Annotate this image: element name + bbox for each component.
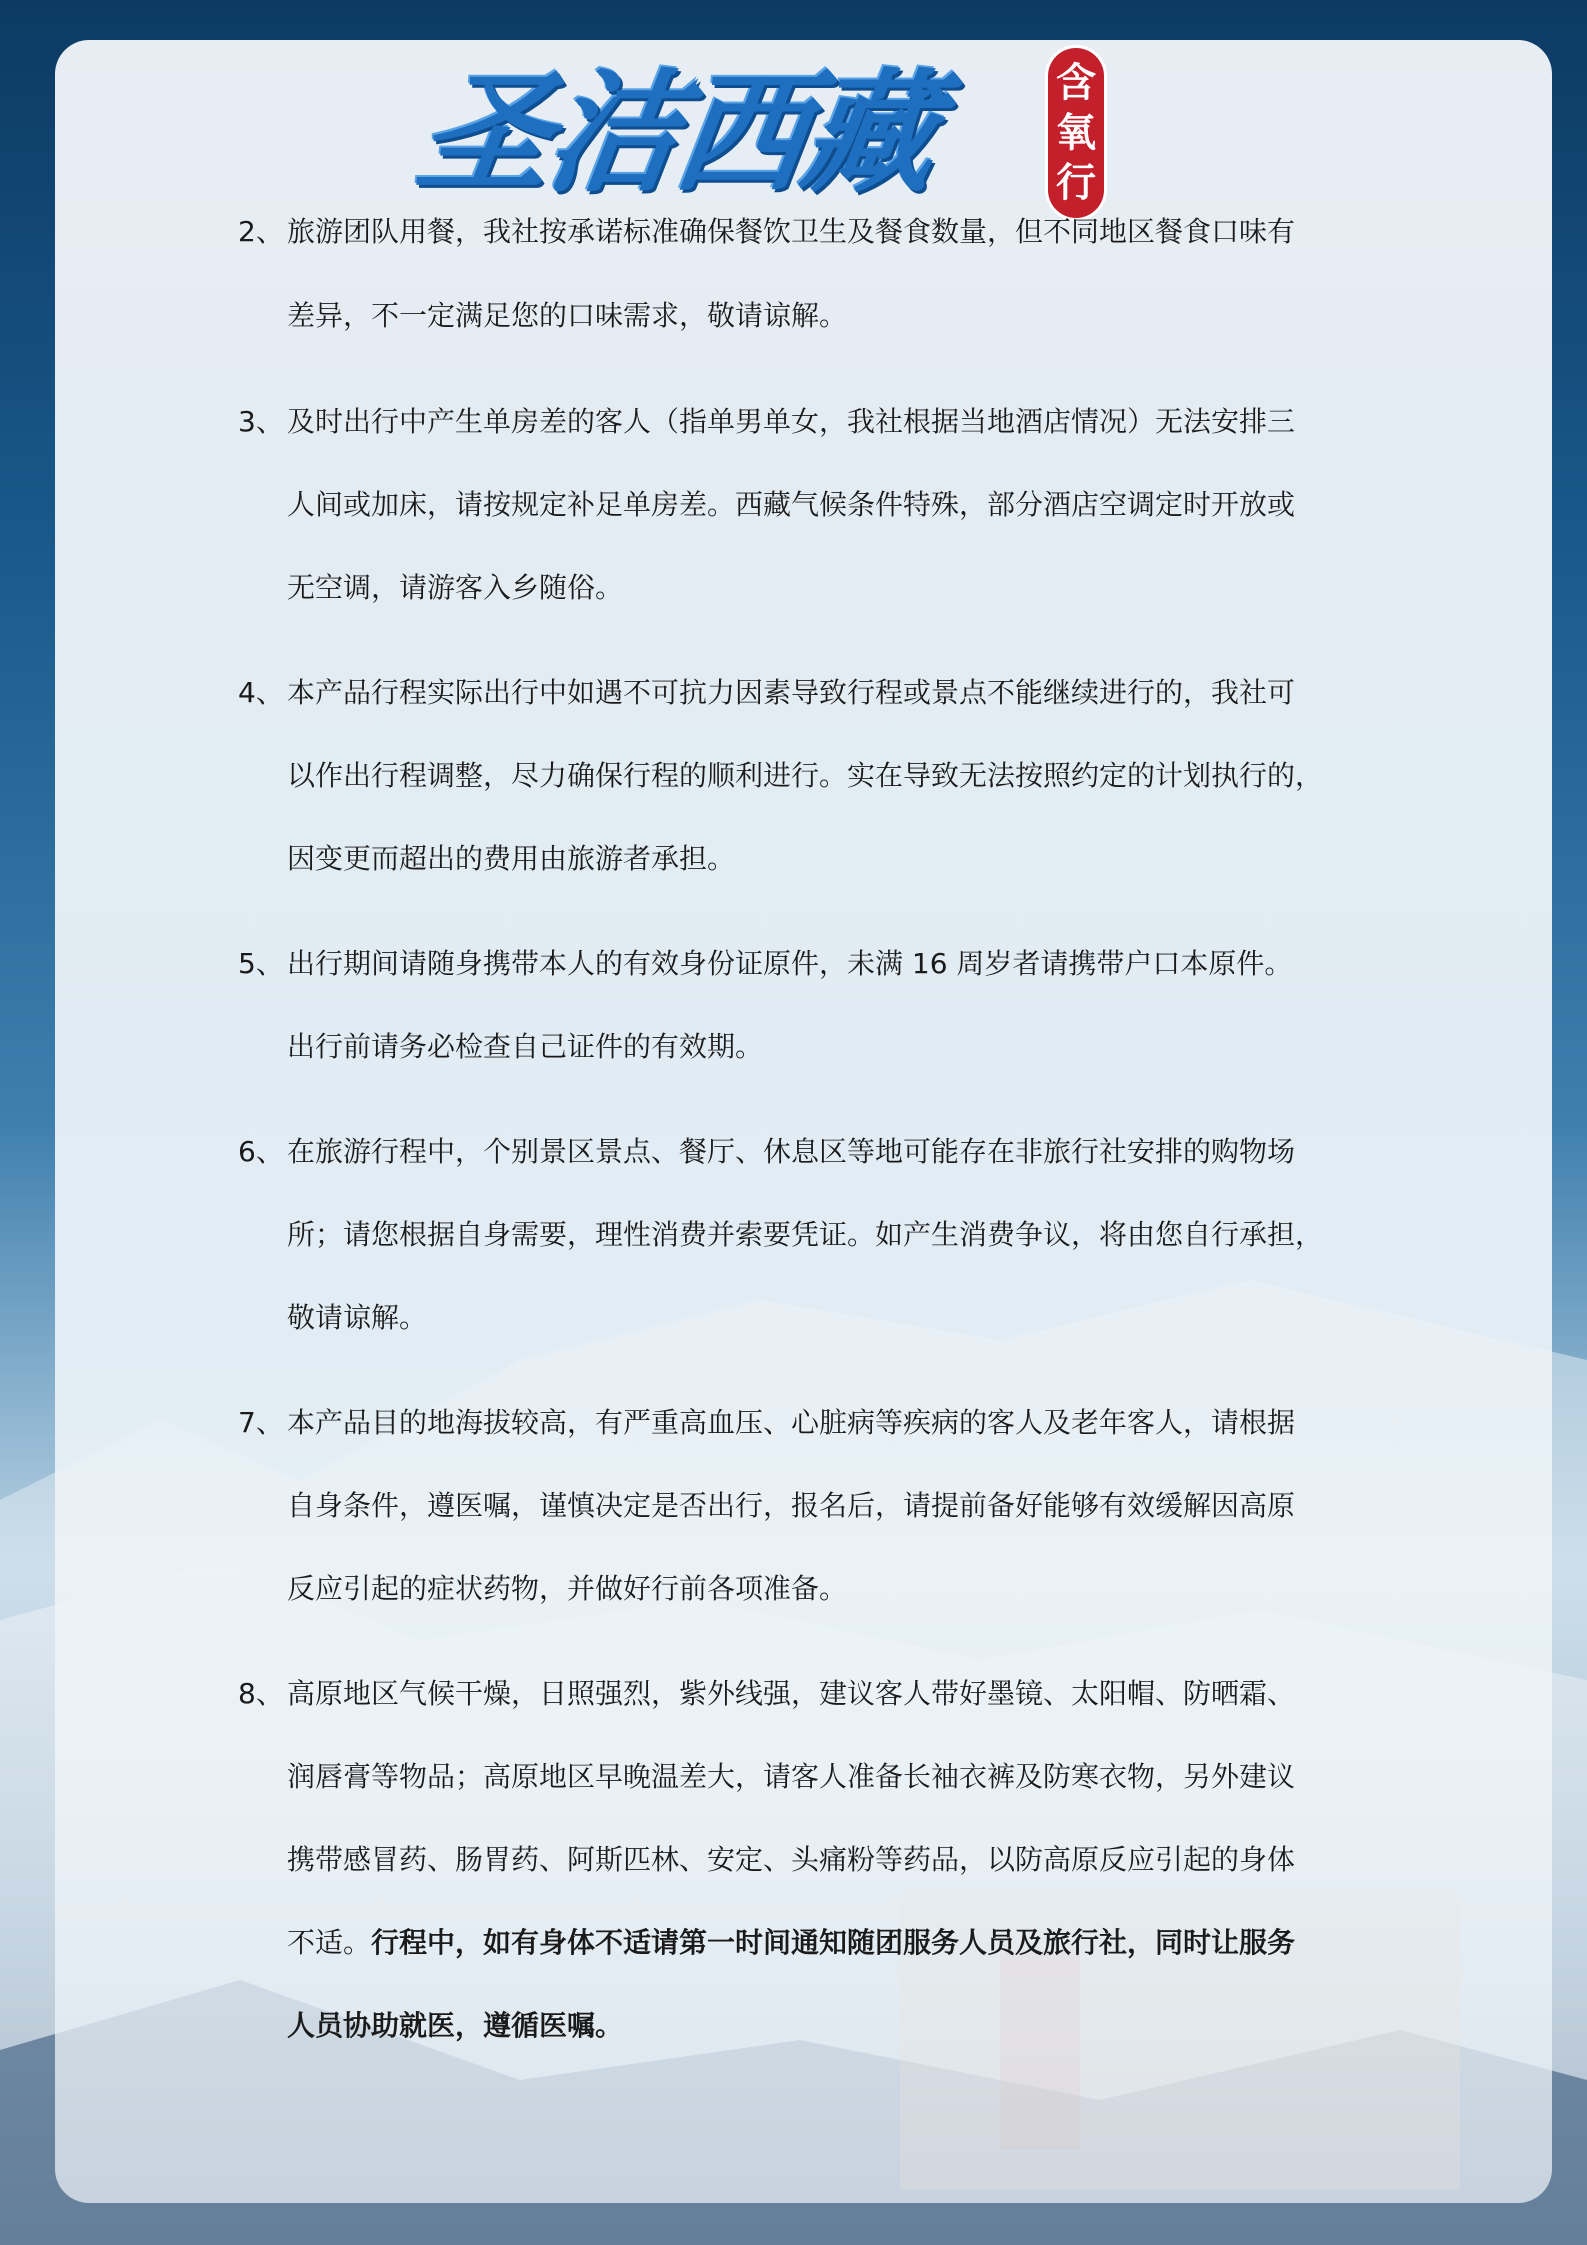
note-line: 本产品行程实际出行中如遇不可抗力因素导致行程或景点不能继续进行的，我社可 bbox=[287, 676, 1296, 709]
note-number: 3、 bbox=[238, 405, 284, 438]
logo-title: 圣洁西藏 bbox=[409, 56, 943, 211]
badge-char: 氧 bbox=[1056, 110, 1096, 156]
note-number: 5、 bbox=[238, 947, 284, 980]
note-number: 4、 bbox=[238, 676, 284, 709]
note-line: 差异，不一定满足您的口味需求，敬请谅解。 bbox=[287, 299, 848, 332]
note-line: 润唇膏等物品；高原地区早晚温差大，请客人准备长袖衣裤及防寒衣物，另外建议 bbox=[287, 1760, 1296, 1793]
note-line: 敬请谅解。 bbox=[287, 1301, 428, 1334]
note-emphasis: 行程中，如有身体不适请第一时间通知随团服务人员及旅行社，同时让服务 bbox=[371, 1926, 1296, 1959]
note-line: 出行前请务必检查自己证件的有效期。 bbox=[287, 1030, 764, 1063]
note-line: 因变更而超出的费用由旅游者承担。 bbox=[287, 842, 736, 875]
note-line: 高原地区气候干燥，日照强烈，紫外线强，建议客人带好墨镜、太阳帽、防晒霜、 bbox=[287, 1677, 1296, 1710]
badge-char: 行 bbox=[1056, 160, 1096, 206]
note-line: 旅游团队用餐，我社按承诺标准确保餐饮卫生及餐食数量，但不同地区餐食口味有 bbox=[287, 215, 1296, 248]
note-line: 反应引起的症状药物，并做好行前各项准备。 bbox=[287, 1572, 848, 1605]
note-number: 8、 bbox=[238, 1677, 284, 1710]
note-line: 出行期间请随身携带本人的有效身份证原件，未满 16 周岁者请携带户口本原件。 bbox=[287, 947, 1293, 980]
note-number: 7、 bbox=[238, 1406, 284, 1439]
note-line: 自身条件，遵医嘱，谨慎决定是否出行，报名后，请提前备好能够有效缓解因高原 bbox=[287, 1489, 1296, 1522]
note-text: 不适。 bbox=[287, 1926, 372, 1959]
note-line: 以作出行程调整，尽力确保行程的顺利进行。实在导致无法按照约定的计划执行的， bbox=[287, 759, 1324, 792]
note-line: 在旅游行程中，个别景区景点、餐厅、休息区等地可能存在非旅行社安排的购物场 bbox=[287, 1135, 1296, 1168]
note-line: 无空调，请游客入乡随俗。 bbox=[287, 571, 624, 604]
note-line: 本产品目的地海拔较高，有严重高血压、心脏病等疾病的客人及老年客人，请根据 bbox=[287, 1406, 1296, 1439]
note-line: 所；请您根据自身需要，理性消费并索要凭证。如产生消费争议，将由您自行承担， bbox=[287, 1218, 1324, 1251]
note-line-mixed bbox=[287, 1923, 1295, 1963]
badge-char: 含 bbox=[1056, 60, 1096, 106]
note-line: 及时出行中产生单房差的客人（指单男单女，我社根据当地酒店情况）无法安排三 bbox=[287, 405, 1296, 438]
note-line: 人间或加床，请按规定补足单房差。西藏气候条件特殊，部分酒店空调定时开放或 bbox=[287, 488, 1296, 521]
note-emphasis-line: 人员协助就医，遵循医嘱。 bbox=[287, 2009, 624, 2042]
note-line: 携带感冒药、肠胃药、阿斯匹林、安定、头痛粉等药品，以防高原反应引起的身体 bbox=[287, 1843, 1296, 1876]
note-number: 2、 bbox=[238, 215, 284, 248]
note-number: 6、 bbox=[238, 1135, 284, 1168]
